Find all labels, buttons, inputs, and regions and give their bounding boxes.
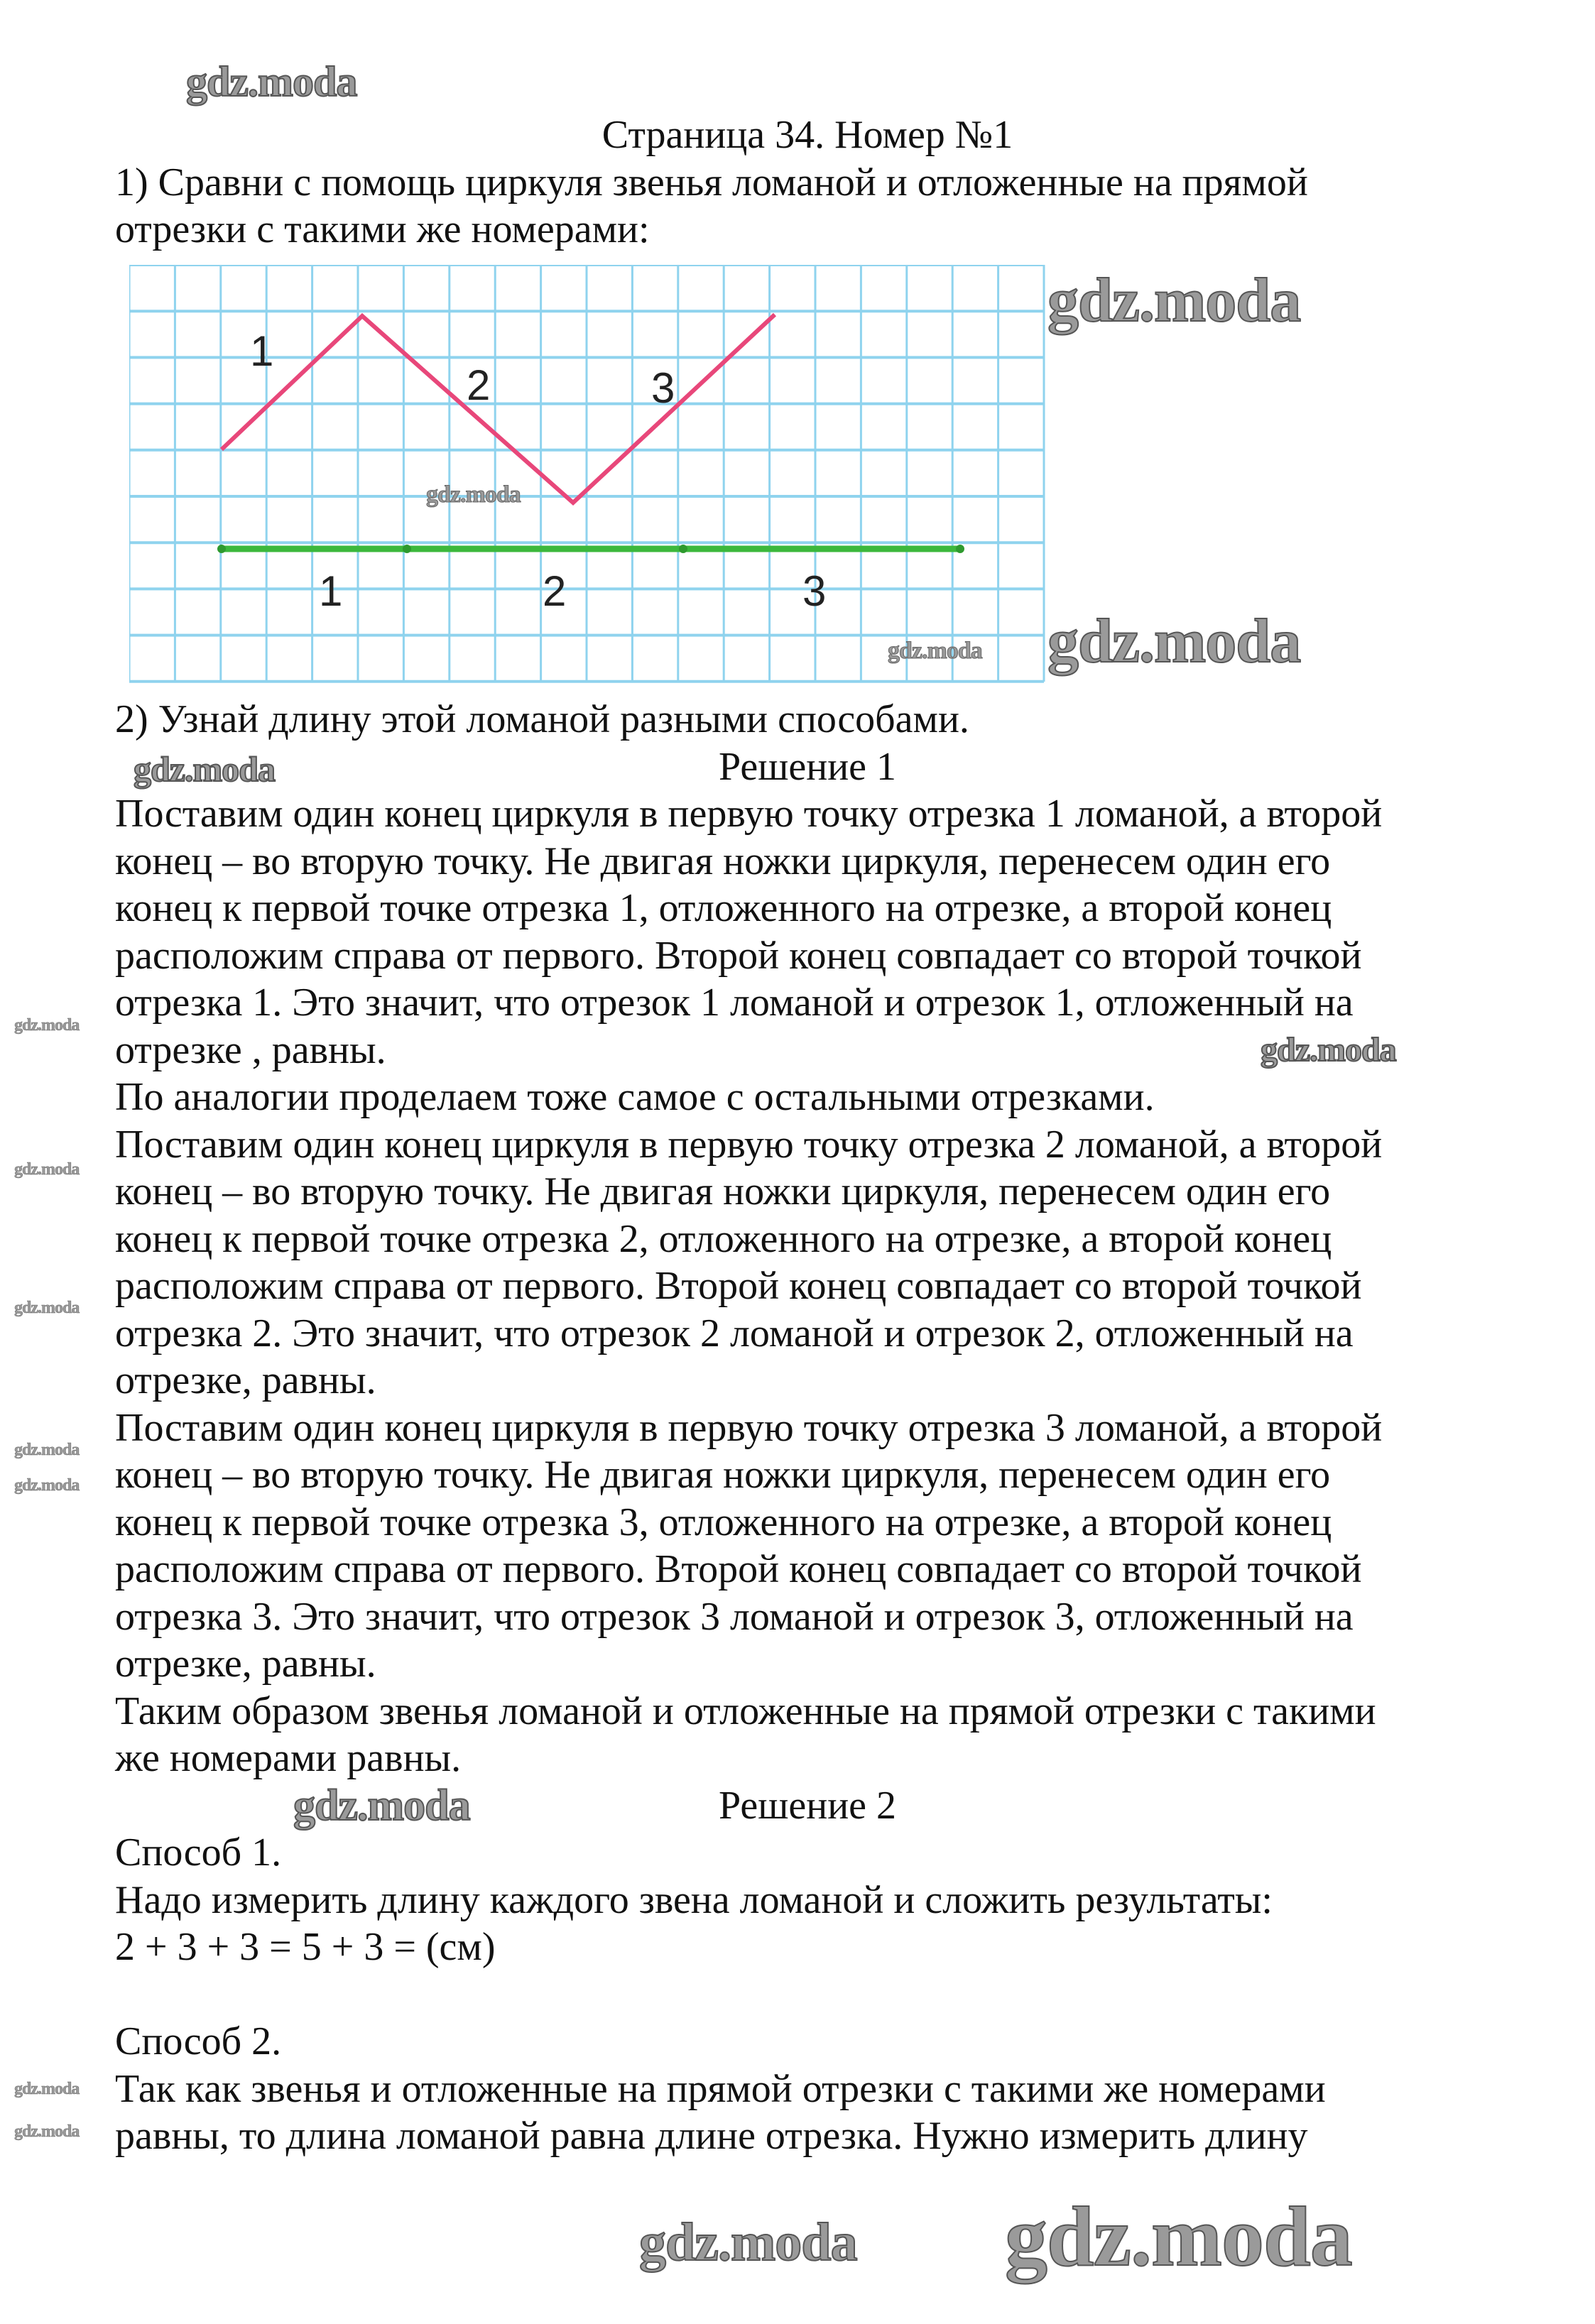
watermark: gdz.moda (1005, 2189, 1352, 2284)
watermark: gdz.moda (14, 1160, 80, 1179)
solution1-line: отрезке, равны. (115, 1358, 376, 1402)
method1-line: Надо измерить длину каждого звена ломаной и сложить результаты: (115, 1877, 1273, 1922)
polyline-figure (129, 265, 1045, 684)
solution1-line: По аналогии проделаем тоже самое с остальными отрезками. (115, 1075, 1155, 1119)
solution1-line: конец – во вторую точку. Не двигая ножки циркуля, перенесем один его (115, 1169, 1331, 1213)
solution1-line: расположим справа от первого. Второй конец совпадает со второй точкой (115, 1547, 1362, 1591)
page-title: Страница 34. Номер №1 (601, 113, 1013, 157)
solution1-line: Поставим один конец циркуля в первую точку отрезка 3 ломаной, а второй (115, 1405, 1383, 1450)
solution2-heading: Решение 2 (718, 1783, 897, 1828)
watermark: gdz.moda (134, 749, 275, 789)
solution1-text (115, 790, 1500, 1782)
watermark: gdz.moda (426, 481, 521, 508)
solution1-line: расположим справа от первого. Второй конец совпадает со второй точкой (115, 933, 1362, 978)
segment-label-1: 1 (319, 567, 343, 615)
segment-point (956, 545, 964, 553)
solution1-line: же номерами равны. (115, 1736, 462, 1780)
watermark: gdz.moda (888, 638, 982, 664)
solution1-line: конец – во вторую точку. Не двигая ножки циркуля, перенесем один его (115, 1453, 1331, 1497)
segment-label-2: 2 (543, 567, 567, 615)
watermark: gdz.moda (639, 2213, 857, 2272)
solution1-line: конец к первой точке отрезка 1, отложенного на отрезке, а второй конец (115, 886, 1332, 930)
task2-text: 2) Узнай длину этой ломаной разными способами. (115, 697, 969, 741)
polyline-label-3: 3 (651, 364, 675, 412)
watermark: gdz.moda (293, 1782, 470, 1830)
solution1-line: Таким образом звенья ломаной и отложенные на прямой отрезки с такими (115, 1689, 1376, 1733)
solution1-line: конец к первой точке отрезка 3, отложенного на отрезке, а второй конец (115, 1500, 1332, 1544)
polyline-label-2: 2 (467, 361, 491, 409)
watermark: gdz.moda (14, 1299, 80, 1317)
method2-line: равны, то длина ломаной равна длине отрезка. Нужно измерить длину (115, 2114, 1308, 2158)
method2-line: Так как звенья и отложенные на прямой отрезки с такими же номерами (115, 2066, 1326, 2111)
method2-title: Способ 2. (115, 2019, 282, 2063)
segment-point (403, 545, 411, 553)
task1-line: 1) Сравни с помощь циркуля звенья ломаной и отложенные на прямой (115, 160, 1308, 204)
method1-equation: 2 + 3 + 3 = 5 + 3 = (см) (115, 1925, 496, 1969)
polyline-label-1: 1 (250, 327, 274, 375)
solution1-line: отрезка 1. Это значит, что отрезок 1 ломаной и отрезок 1, отложенный на (115, 981, 1354, 1025)
segment-label-3: 3 (802, 567, 827, 615)
broken-line (222, 315, 775, 503)
method1-title: Способ 1. (115, 1831, 282, 1875)
watermark: gdz.moda (14, 2080, 80, 2098)
solution1-line: отрезка 3. Это значит, что отрезок 3 ломаной и отрезок 3, отложенный на (115, 1594, 1354, 1639)
watermark: gdz.moda (1261, 1031, 1396, 1069)
watermark: gdz.moda (186, 58, 357, 105)
task-header (115, 111, 1500, 253)
solution1-line: отрезка 2. Это значит, что отрезок 2 ломаной и отрезок 2, отложенный на (115, 1311, 1354, 1355)
segment-point (217, 545, 226, 553)
solution1-line: Поставим один конец циркуля в первую точку отрезка 1 ломаной, а второй (115, 792, 1383, 836)
watermark: gdz.moda (1047, 607, 1301, 676)
watermark: gdz.moda (14, 1016, 80, 1035)
solution1-line: Поставим один конец циркуля в первую точку отрезка 2 ломаной, а второй (115, 1122, 1383, 1167)
watermark: gdz.moda (1047, 266, 1301, 335)
watermark: gdz.moda (14, 1476, 80, 1495)
solution1-heading: Решение 1 (718, 744, 897, 789)
watermark: gdz.moda (14, 2122, 80, 2141)
solution1-line: конец – во вторую точку. Не двигая ножки циркуля, перенесем один его (115, 839, 1331, 883)
solution1-line: расположим справа от первого. Второй конец совпадает со второй точкой (115, 1264, 1362, 1308)
solution-body (115, 696, 1500, 2160)
watermark: gdz.moda (14, 1441, 80, 1459)
segment-point (679, 545, 687, 553)
solution1-line: конец к первой точке отрезка 2, отложенного на отрезке, а второй конец (115, 1216, 1332, 1261)
solution1-line: отрезке , равны. (115, 1027, 386, 1072)
solution1-line: отрезке, равны. (115, 1642, 376, 1686)
task1-line: отрезки с такими же номерами: (115, 207, 650, 251)
